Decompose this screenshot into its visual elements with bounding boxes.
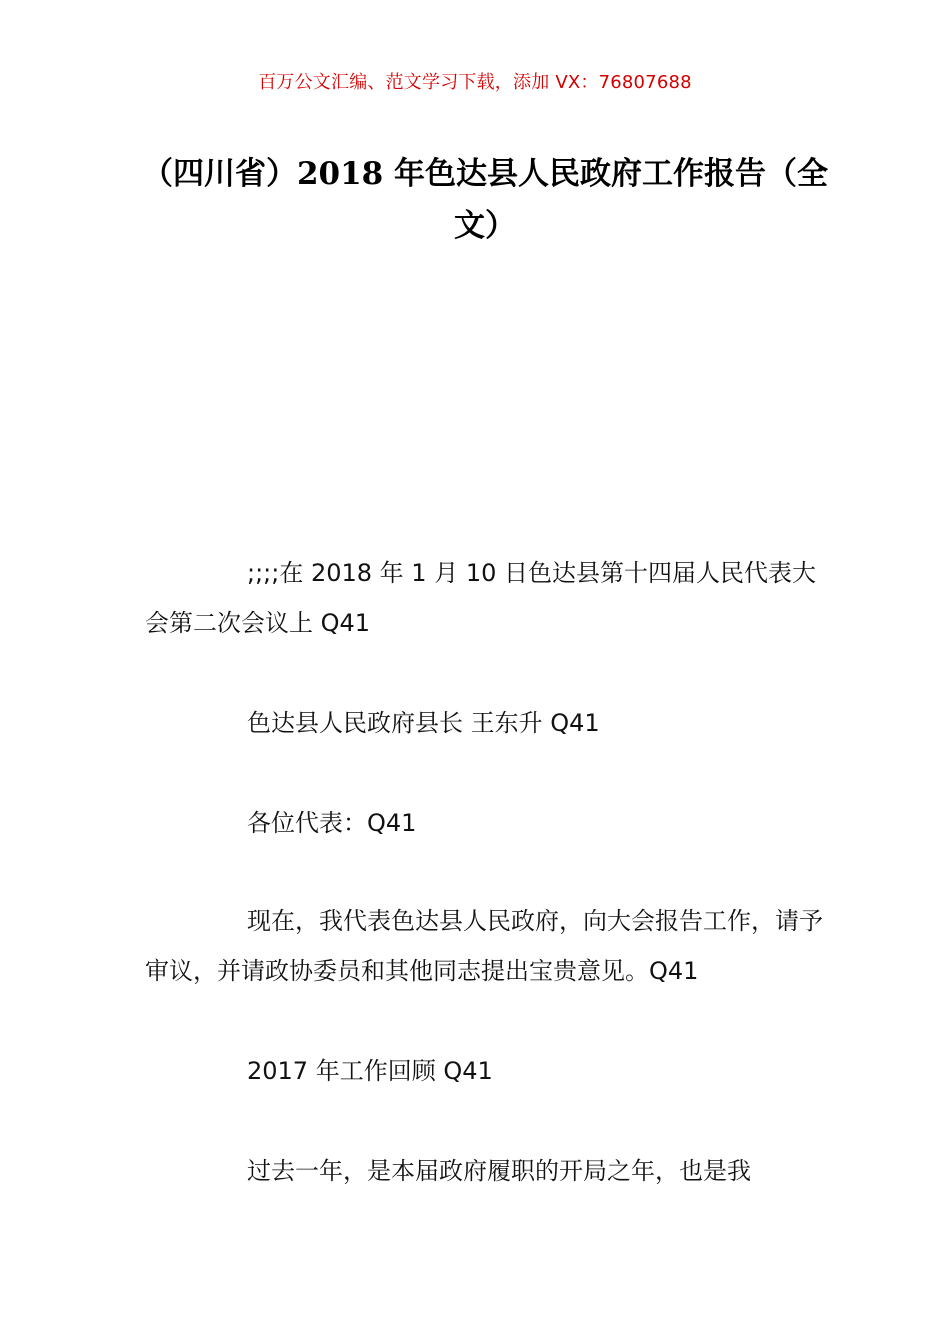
paragraph-salutation: 各位代表：Q41 (247, 809, 417, 837)
paragraph-section-heading: 2017 年工作回顾 Q41 (247, 1057, 493, 1085)
paragraph-intro: 现在，我代表色达县人民政府，向大会报告工作，请予审议，并请政协委员和其他同志提出宝贵意见。Q41 (145, 907, 823, 985)
paragraph-speaker: 色达县人民政府县长 王东升 Q41 (247, 709, 600, 737)
paragraph-meeting-info: ;;;;在 2018 年 1 月 10 日色达县第十四届人民代表大会第二次会议上 Q41 (145, 559, 817, 637)
document-title: （四川省）2018 年色达县人民政府工作报告（全文） (141, 156, 829, 244)
header-promo-note: 百万公文汇编、范文学习下载，添加 VX：76807688 (258, 72, 692, 93)
paragraph-review-start: 过去一年，是本届政府履职的开局之年，也是我 (247, 1157, 751, 1185)
